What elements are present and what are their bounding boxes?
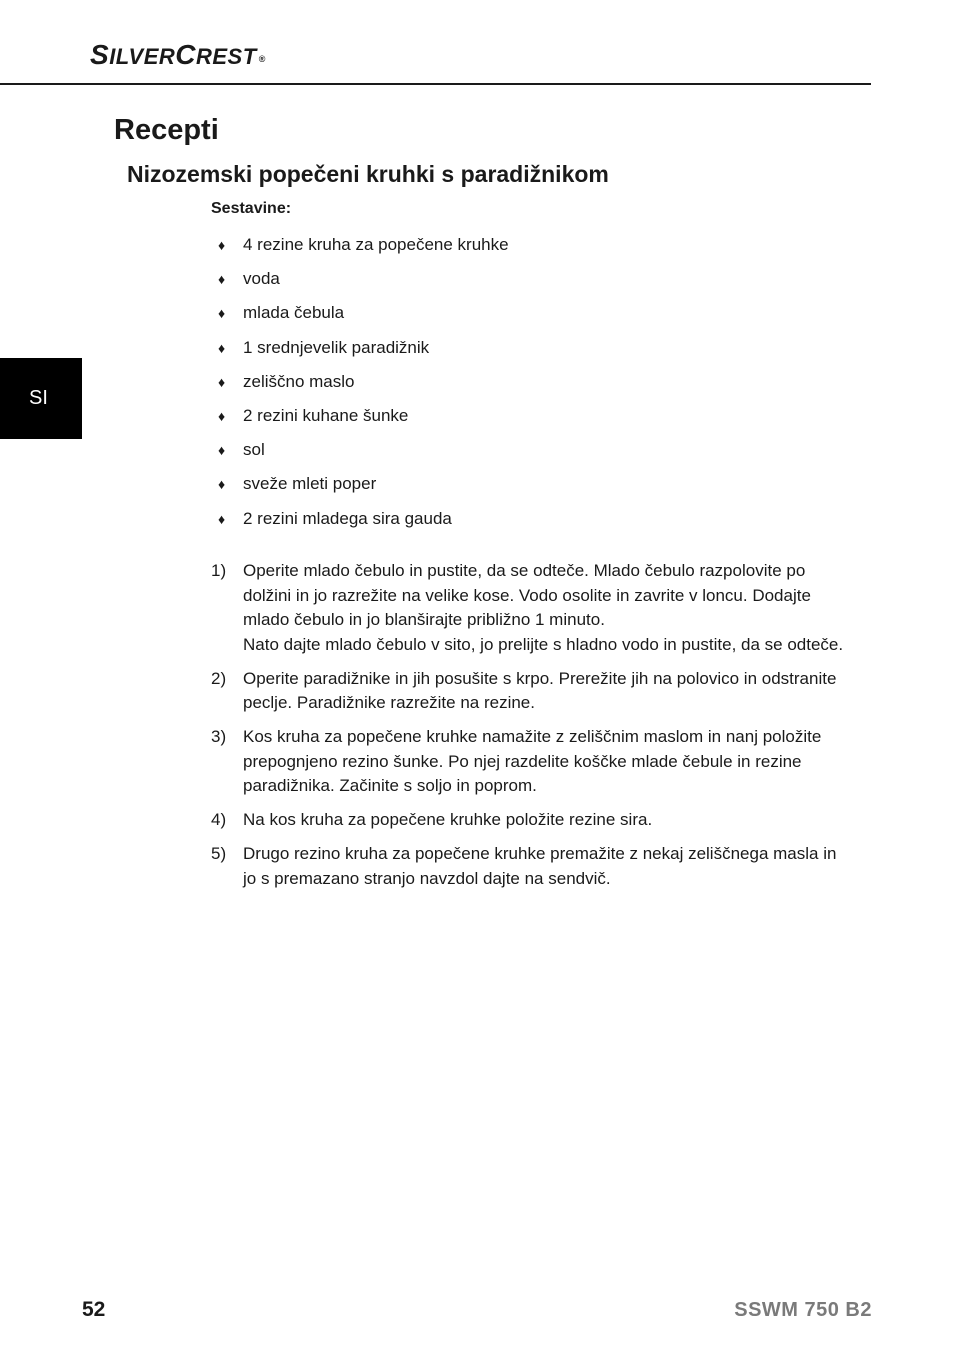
header-divider bbox=[0, 83, 871, 85]
step-text: Operite paradižnike in jih posušite s krpo. Prerežite jih na polovico in odstranite peclje. Paradižnike razrežite na rezine. bbox=[243, 668, 837, 712]
step-text: Kos kruha za popečene kruhke namažite z zeliščnim maslom in nanj položite prepognjeno rezino šunke. Po njej razdelite koščke mlade čebule in rezine paradižnika. Začinite s soljo in poprom. bbox=[243, 727, 822, 795]
instruction-step bbox=[211, 667, 846, 716]
recipe-title: Nizozemski popečeni kruhki s paradižnikom bbox=[127, 161, 609, 187]
instructions-list bbox=[211, 559, 846, 901]
instruction-step bbox=[211, 559, 846, 657]
ingredient-item: ♦ sveže mleti poper bbox=[211, 472, 509, 506]
page-number: 52 bbox=[82, 1298, 106, 1321]
ingredient-item: ♦ mlada čebula bbox=[211, 301, 509, 335]
step-text: Na kos kruha za popečene kruhke položite rezine sira. bbox=[243, 810, 653, 829]
ingredient-item: ♦ sol bbox=[211, 438, 509, 472]
instruction-step bbox=[211, 842, 846, 891]
step-text: Operite mlado čebulo in pustite, da se odteče. Mlado čebulo razpolovite po dolžini in jo razrežite na velike kose. Vodo osolite in zavrite v loncu. Dodajte mlado čebulo in jo blanširajte približno 1 minuto. Nato dajte mlado čebulo v sito, jo prelijte s hladno vodo in pustite, da se odteče. bbox=[243, 561, 844, 654]
diamond-bullet-icon: ♦ bbox=[218, 339, 226, 356]
page-title: Recepti bbox=[114, 114, 219, 146]
ingredient-item: ♦ 4 rezine kruha za popečene kruhke bbox=[211, 233, 509, 267]
instruction-step bbox=[211, 725, 846, 799]
step-number: 3) bbox=[211, 727, 227, 746]
step-number: 4) bbox=[211, 810, 227, 829]
diamond-bullet-icon: ♦ bbox=[218, 510, 226, 527]
language-tab: SI bbox=[0, 358, 82, 439]
ingredient-item: ♦ 2 rezini kuhane šunke bbox=[211, 404, 509, 438]
instruction-step bbox=[211, 808, 846, 833]
diamond-bullet-icon: ♦ bbox=[218, 237, 226, 253]
diamond-bullet-icon: ♦ bbox=[218, 271, 226, 288]
diamond-bullet-icon: ♦ bbox=[218, 407, 226, 424]
ingredients-label: Sestavine: bbox=[211, 200, 292, 217]
step-number: 2) bbox=[211, 668, 227, 688]
step-text: Drugo rezino kruha za popečene kruhke premažite z nekaj zeliščnega masla in jo s premazano stranjo navzdol dajte na sendvič. bbox=[243, 844, 837, 888]
ingredient-item: ♦ zeliščno maslo bbox=[211, 370, 509, 404]
ingredient-item: ♦ 2 rezini mladega sira gauda bbox=[211, 507, 509, 541]
diamond-bullet-icon: ♦ bbox=[218, 442, 226, 459]
ingredients-list bbox=[211, 233, 509, 541]
diamond-bullet-icon: ♦ bbox=[218, 476, 226, 493]
model-number: SSWM 750 B2 bbox=[734, 1299, 872, 1321]
step-number: 5) bbox=[211, 844, 227, 863]
ingredient-item: ♦ voda bbox=[211, 267, 509, 301]
diamond-bullet-icon: ♦ bbox=[218, 305, 226, 322]
ingredient-item: ♦ 1 srednjevelik paradižnik bbox=[211, 336, 509, 370]
step-number: 1) bbox=[211, 561, 227, 580]
silvercrest-logo: SILVERCREST ® bbox=[90, 39, 266, 70]
diamond-bullet-icon: ♦ bbox=[218, 373, 226, 390]
